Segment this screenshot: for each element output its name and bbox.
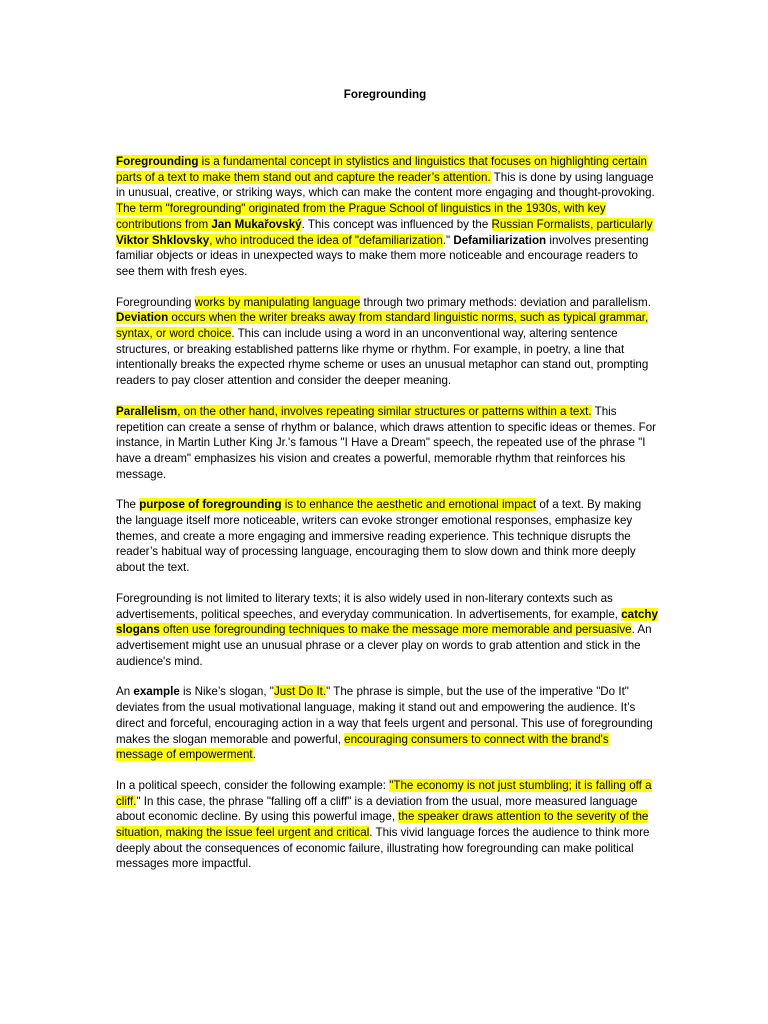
highlighted-text: works by manipulating language: [194, 295, 361, 309]
highlighted-text: is a fundamental concept in stylistics and linguistics that focuses on highlighting certain parts of a text to make them stand out and capture the reader’s attention.: [116, 155, 647, 184]
text-run: is Nike’s slogan, ": [179, 685, 274, 699]
text-run: . This vivid language forces the audience to think more deeply about the consequences of economic failure, illustrating how foregrounding can make political messages more impactful.: [116, 826, 650, 871]
highlighted-text: catchy slogans: [116, 607, 658, 637]
paragraph-nike-example: [116, 684, 658, 763]
highlighted-text: the speaker draws attention to the severity of the situation, making the issue feel urgent and critical: [116, 810, 649, 840]
text-run: " In this case, the phrase "falling off a cliff" is a deviation from the usual, more measured language about economic decline. By using this powerful image,: [116, 794, 638, 824]
text-run: An: [116, 685, 134, 699]
paragraph-methods: [116, 295, 658, 389]
highlighted-text: Parallelism: [116, 404, 178, 418]
text-run: Foregrounding: [116, 295, 195, 309]
paragraph-parallelism: [116, 404, 658, 483]
text-run: . This can include using a word in an unconventional way, altering sentence structures, or breaking established patterns like rhyme or rhythm. For example, in poetry, a line that intentionally breaks the expected rhyme scheme or uses an unusual metaphor can stand out, prompting readers to pay closer attention and consider the deeper meaning.: [116, 327, 649, 388]
paragraph-purpose: [116, 497, 658, 576]
text-run: " The phrase is simple, but the use of the imperative "Do It" deviates from the usual motivational language, making it stand out and empowering the audience. It’s direct and forceful, encouraging action in a way that feels urgent and personal. This use of foregrounding makes the slogan memorable and powerful,: [116, 685, 653, 746]
highlighted-text: Russian Formalists, particularly: [491, 217, 653, 231]
paragraph-advertisements: [116, 591, 658, 670]
text-run: of a text. By making the language itself more noticeable, writers can evoke stronger emotional responses, emphasize key themes, and create a more engaging and immersive reading experience. This technique disrupts the reader’s habitual way of processing language, encouraging them to slow down and think more deeply about the text.: [116, 498, 642, 575]
bold-text: Defamiliarization: [453, 233, 547, 247]
highlighted-text: purpose of foregrounding: [139, 498, 282, 512]
bold-text: example: [133, 685, 180, 699]
paragraph-definition: [116, 154, 658, 280]
text-run: Foregrounding is not limited to literary texts; it is also widely used in non-literary contexts such as advertisements, political speeches, and everyday communication. In advertisements, for example,: [116, 591, 622, 621]
highlighted-text: "The economy is not just stumbling; it is falling off a cliff.: [116, 778, 652, 808]
paragraph-political-speech: [116, 778, 658, 872]
text-run: .: [252, 748, 256, 762]
text-run: involves presenting familiar objects or ideas in unexpected ways to make them more noticeable and encourage readers to see them with fresh eyes.: [116, 233, 649, 278]
highlighted-text: encouraging consumers to connect with the brand's message of empowerment: [116, 732, 609, 762]
text-run: through two primary methods: deviation and parallelism.: [360, 295, 651, 309]
document-title: Foregrounding: [343, 88, 427, 101]
text-run: . This concept was influenced by the: [301, 217, 492, 231]
highlighted-text: often use foregrounding techniques to make the message more memorable and persuasive: [159, 623, 632, 637]
highlighted-text: The term "foregrounding" originated from the Prague School of linguistics in the 1930s, with key contributions from: [116, 202, 606, 231]
highlighted-text: Deviation: [116, 311, 169, 325]
highlighted-text: Foregrounding: [116, 155, 199, 168]
highlighted-text: Viktor Shklovsky: [116, 233, 210, 247]
text-run: .": [442, 233, 454, 247]
text-run: This repetition can create a sense of rhythm or balance, which draws attention to specific ideas or themes. For instance, in Martin Luther King Jr.'s famous "I Have a Dream" speech, the repeated use of the phrase "I have a dream" emphasizes his vision and creates a powerful, memorable rhythm that reinforces his message.: [116, 404, 657, 481]
text-run: . An advertisement might use an unusual phrase or a clever play on words to grab attention and stick in the audience's mind.: [116, 623, 652, 668]
text-run: The: [116, 498, 140, 512]
highlighted-text: , on the other hand, involves repeating similar structures or patterns within a text.: [177, 404, 592, 418]
highlighted-text: , who introduced the idea of "defamiliarization: [209, 233, 443, 247]
text-run: In a political speech, consider the following example:: [116, 778, 390, 792]
highlighted-text: is to enhance the aesthetic and emotional impact: [281, 498, 537, 512]
highlighted-text: Just Do It.: [273, 685, 327, 699]
highlighted-text: occurs when the writer breaks away from standard linguistic norms, such as typical grammar, syntax, or word choice: [116, 311, 649, 341]
highlighted-text: Jan Mukařovský: [211, 217, 302, 231]
text-run: This is done by using language in unusual, creative, or striking ways, which can make the content more engaging and thought-provoking.: [116, 170, 655, 200]
